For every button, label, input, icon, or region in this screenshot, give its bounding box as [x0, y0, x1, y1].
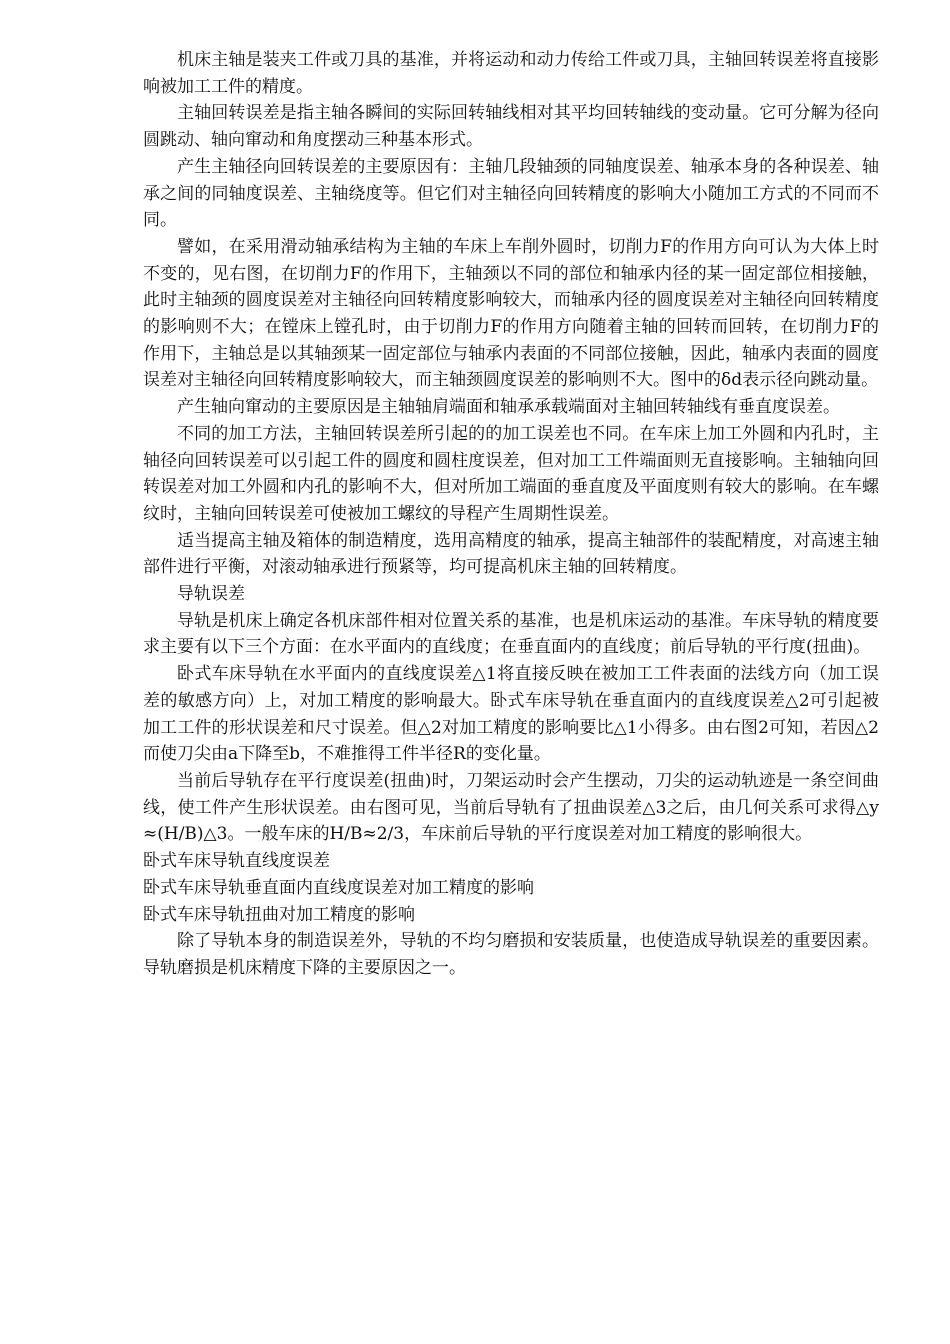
paragraph-precision-improvement: 适当提高主轴及箱体的制造精度，选用高精度的轴承，提高主轴部件的装配精度，对高速主轴部件进行平衡，对滚动轴承进行预紧等，均可提高机床主轴的回转精度。 [143, 530, 879, 578]
paragraph-machining-methods: 不同的加工方法，主轴回转误差所引起的的加工误差也不同。在车床上加工外圆和内孔时，主轴径向回转误差可以引起工件的圆度和圆柱度误差，但对加工工件端面则无直接影响。主轴轴向回转误差对加工外圆和内孔的影响不大，但对所加工端面的垂直度及平面度则有较大的影响。在车螺纹时，主轴向回转误差可使被加工螺纹的导程产生周期性误差。 [143, 423, 879, 524]
figure-caption-twist: 卧式车床导轨扭曲对加工精度的影响 [143, 904, 415, 925]
figure-caption-straightness: 卧式车床导轨直线度误差 [143, 851, 330, 872]
paragraph-guideway-intro: 导轨是机床上确定各机床部件相对位置关系的基准，也是机床运动的基准。车床导轨的精度要求主要有以下三个方面：在水平面内的直线度；在垂直面内的直线度；前后导轨的平行度(扭曲)。 [143, 610, 879, 658]
paragraph-spindle-intro: 机床主轴是装夹工件或刀具的基准，并将运动和动力传给工件或刀具，主轴回转误差将直接影响被加工工件的精度。 [143, 50, 879, 97]
paragraph-parallelism-error: 当前后导轨存在平行度误差(扭曲)时，刀架运动时会产生摆动，刀尖的运动轨迹是一条空间曲线，使工件产生形状误差。由右图可见，当前后导轨有了扭曲误差△3之后，由几何关系可求得△y≈(H/B)△3。一般车床的H/B≈2/3，车床前后导轨的平行度误差对加工精度的影响很大。 [143, 770, 879, 845]
document-body [143, 47, 879, 982]
section-heading-guideway-error: 导轨误差 [177, 584, 245, 605]
paragraph-radial-error-causes: 产生主轴径向回转误差的主要原因有：主轴几段轴颈的同轴度误差、轴承本身的各种误差、轴承之间的同轴度误差、主轴绕度等。但它们对主轴径向回转精度的影响大小随加工方式的不同而不同。 [143, 156, 879, 231]
paragraph-guideway-wear: 除了导轨本身的制造误差外，导轨的不均匀磨损和安装质量，也使造成导轨误差的重要因素。导轨磨损是机床精度下降的主要原因之一。 [143, 931, 879, 978]
figure-caption-vertical-straightness: 卧式车床导轨垂直面内直线度误差对加工精度的影响 [143, 877, 534, 898]
paragraph-axial-runout-causes: 产生轴向窜动的主要原因是主轴轴肩端面和轴承承载端面对主轴回转轴线有垂直度误差。 [177, 397, 840, 418]
paragraph-straightness-error: 卧式车床导轨在水平面内的直线度误差△1将直接反映在被加工工件表面的法线方向（加工误差的敏感方向）上，对加工精度的影响最大。卧式车床导轨在垂直面内的直线度误差△2可引起被加工工件的形状误差和尺寸误差。但△2对加工精度的影响要比△1小得多。由右图2可知，若因△2而使刀尖由a下降至b，不难推得工件半径R的变化量。 [143, 664, 879, 765]
paragraph-spindle-error-definition: 主轴回转误差是指主轴各瞬间的实际回转轴线相对其平均回转轴线的变动量。它可分解为径向圆跳动、轴向窜动和角度摆动三种基本形式。 [143, 103, 879, 151]
paragraph-cutting-force-example: 譬如，在采用滑动轴承结构为主轴的车床上车削外圆时，切削力F的作用方向可认为大体上时不变的，见右图，在切削力F的作用下，主轴颈以不同的部位和轴承内径的某一固定部位相接触，此时主轴颈的圆度误差对主轴径向回转精度影响较大，而轴承内径的圆度误差对主轴径向回转精度的影响则不大；在镗床上镗孔时，由于切削力F的作用方向随着主轴的回转而回转，在切削力F的作用下，主轴总是以其轴颈某一固定部位与轴承内表面的不同部位接触，因此，轴承内表面的圆度误差对主轴径向回转精度影响较大，而主轴颈圆度误差的影响则不大。图中的δd表示径向跳动量。 [143, 236, 879, 391]
